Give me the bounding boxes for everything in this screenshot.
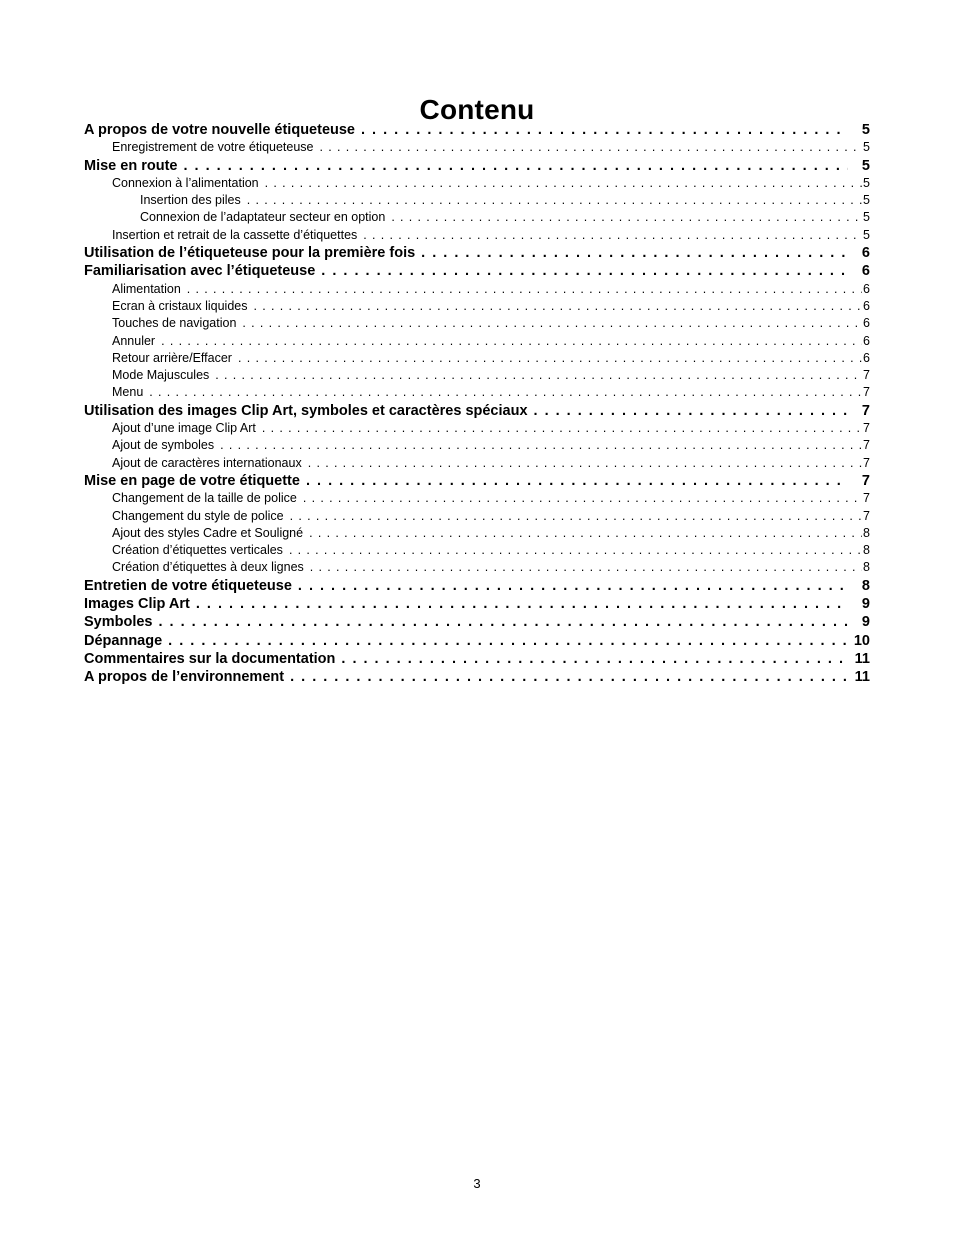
toc-section-entry bbox=[84, 632, 870, 650]
toc-subsection-entry bbox=[84, 559, 870, 576]
toc-entry-page-number: 7 bbox=[863, 368, 870, 383]
toc-entry-page-number: 6 bbox=[861, 263, 870, 280]
toc-entry-label: Insertion et retrait de la cassette d’étiquettes bbox=[112, 227, 358, 242]
toc-entry-label: Insertion des piles bbox=[140, 193, 241, 208]
toc-entry-label: Utilisation des images Clip Art, symboles et caractères spéciaux bbox=[84, 402, 528, 419]
toc-entry-label: Mise en route bbox=[84, 157, 178, 174]
dot-leader bbox=[220, 437, 862, 454]
toc-entry-page-number: 6 bbox=[863, 298, 870, 313]
toc-subsection-entry bbox=[84, 175, 870, 192]
dot-leader bbox=[421, 244, 848, 262]
dot-leader bbox=[247, 192, 862, 209]
toc-entry-label: Familiarisation avec l’étiqueteuse bbox=[84, 263, 316, 280]
toc-entry-page-number: 9 bbox=[861, 596, 870, 613]
dot-leader bbox=[303, 490, 862, 507]
dot-leader bbox=[306, 472, 848, 490]
toc-entry-page-number: 6 bbox=[863, 316, 870, 331]
toc-entry-label: Création d’étiquettes à deux lignes bbox=[112, 560, 304, 575]
toc-entry-label: Mode Majuscules bbox=[112, 368, 210, 383]
toc-entry-label: Changement de la taille de police bbox=[112, 491, 297, 506]
toc-entry-page-number: 5 bbox=[863, 193, 870, 208]
dot-leader bbox=[363, 227, 862, 244]
toc-section-entry bbox=[84, 244, 870, 262]
toc-entry-label: Entretien de votre étiqueteuse bbox=[84, 577, 292, 594]
dot-leader bbox=[196, 595, 848, 613]
dot-leader bbox=[265, 175, 862, 192]
toc-subsection-entry bbox=[84, 350, 870, 367]
toc-entry-label: Images Clip Art bbox=[84, 596, 190, 613]
toc-entry-label: Symboles bbox=[84, 614, 153, 631]
toc-entry-label: Alimentation bbox=[112, 281, 181, 296]
dot-leader bbox=[238, 350, 862, 367]
toc-entry-page-number: 5 bbox=[861, 122, 870, 138]
toc-section-entry bbox=[84, 157, 870, 175]
toc-entry-page-number: 7 bbox=[863, 385, 870, 400]
toc-section-entry bbox=[84, 402, 870, 420]
dot-leader bbox=[159, 613, 849, 631]
toc-subsection-entry bbox=[84, 420, 870, 437]
dot-leader bbox=[289, 542, 862, 559]
toc-entry-label: Commentaires sur la documentation bbox=[84, 650, 336, 667]
toc-subsection-entry bbox=[84, 525, 870, 542]
toc-entry-label: Ajout de caractères internationaux bbox=[112, 455, 302, 470]
toc-entry-page-number: 11 bbox=[854, 669, 870, 686]
dot-leader bbox=[341, 650, 848, 668]
toc-entry-page-number: 5 bbox=[863, 227, 870, 242]
toc-subsection-entry bbox=[84, 490, 870, 507]
toc-section-entry bbox=[84, 595, 870, 613]
toc-entry-label: Connexion de l’adaptateur secteur en option bbox=[140, 210, 386, 225]
toc-entry-label: Touches de navigation bbox=[112, 316, 237, 331]
toc-subsection-entry bbox=[84, 139, 870, 156]
page-number: 3 bbox=[473, 1176, 481, 1191]
toc-entry-page-number: 6 bbox=[863, 281, 870, 296]
toc-section-entry bbox=[84, 668, 870, 686]
dot-leader bbox=[290, 668, 848, 686]
toc-entry-label: Ajout des styles Cadre et Souligné bbox=[112, 525, 304, 540]
dot-leader bbox=[534, 402, 848, 420]
toc-subsection-entry bbox=[84, 315, 870, 332]
toc-subsection-entry bbox=[84, 227, 870, 244]
dot-leader bbox=[361, 121, 848, 139]
dot-leader bbox=[183, 157, 848, 175]
toc-entry-page-number: 5 bbox=[863, 210, 870, 225]
toc-entry-page-number: 8 bbox=[863, 525, 870, 540]
toc-entry-page-number: 8 bbox=[863, 543, 870, 558]
toc-section-entry bbox=[84, 121, 870, 139]
toc-entry-label: Annuler bbox=[112, 333, 156, 348]
dot-leader bbox=[215, 367, 862, 384]
toc-subsection-entry bbox=[84, 281, 870, 298]
toc-section-entry bbox=[84, 577, 870, 595]
toc-entry-page-number: 10 bbox=[853, 632, 870, 649]
toc-entry-label: Connexion à l’alimentation bbox=[112, 175, 259, 190]
toc-entry-page-number: 7 bbox=[863, 421, 870, 436]
dot-leader bbox=[161, 333, 862, 350]
toc-entry-label: Menu bbox=[112, 385, 144, 400]
dot-leader bbox=[168, 632, 848, 650]
dot-leader bbox=[262, 420, 862, 437]
toc-section-entry bbox=[84, 613, 870, 631]
toc-entry-label: Dépannage bbox=[84, 632, 163, 649]
toc-entry-page-number: 7 bbox=[863, 438, 870, 453]
toc-subsection-entry bbox=[84, 298, 870, 315]
toc-subsubsection-entry bbox=[84, 192, 870, 209]
toc-entry-page-number: 5 bbox=[863, 175, 870, 190]
toc-entry-page-number: 11 bbox=[854, 650, 870, 667]
dot-leader bbox=[320, 139, 862, 156]
toc-entry-page-number: 7 bbox=[863, 491, 870, 506]
toc-entry-label: Mise en page de votre étiquette bbox=[84, 472, 300, 489]
dot-leader bbox=[187, 281, 862, 298]
toc-entry-label: A propos de votre nouvelle étiqueteuse bbox=[84, 122, 355, 138]
toc-subsection-entry bbox=[84, 333, 870, 350]
dot-leader bbox=[391, 209, 862, 226]
toc-entry-label: Retour arrière/Effacer bbox=[112, 350, 232, 365]
dot-leader bbox=[149, 384, 862, 401]
dot-leader bbox=[308, 455, 862, 472]
dot-leader bbox=[242, 315, 862, 332]
toc-entry-label: Ajout de symboles bbox=[112, 438, 215, 453]
toc-entry-page-number: 9 bbox=[861, 614, 870, 631]
toc-entry-page-number: 7 bbox=[863, 508, 870, 523]
dot-leader bbox=[321, 262, 848, 280]
toc-entry-page-number: 6 bbox=[863, 350, 870, 365]
toc-entry-page-number: 7 bbox=[861, 402, 870, 419]
toc-entry-page-number: 6 bbox=[863, 333, 870, 348]
page-title: Contenu bbox=[419, 93, 535, 125]
dot-leader bbox=[290, 508, 862, 525]
dot-leader bbox=[310, 559, 862, 576]
toc-subsection-entry bbox=[84, 437, 870, 454]
toc-entry-page-number: 8 bbox=[861, 577, 870, 594]
dot-leader bbox=[253, 298, 862, 315]
table-of-contents bbox=[84, 121, 870, 687]
toc-entry-page-number: 5 bbox=[861, 157, 870, 174]
toc-subsubsection-entry bbox=[84, 209, 870, 226]
toc-subsection-entry bbox=[84, 508, 870, 525]
toc-entry-label: Changement du style de police bbox=[112, 508, 284, 523]
toc-entry-page-number: 7 bbox=[863, 455, 870, 470]
toc-entry-label: Ajout d’une image Clip Art bbox=[112, 421, 256, 436]
toc-entry-page-number: 5 bbox=[863, 140, 870, 155]
toc-entry-label: Création d’étiquettes verticales bbox=[112, 543, 283, 558]
toc-section-entry bbox=[84, 262, 870, 280]
toc-entry-page-number: 8 bbox=[863, 560, 870, 575]
dot-leader bbox=[309, 525, 862, 542]
toc-entry-page-number: 6 bbox=[861, 245, 870, 262]
toc-entry-page-number: 7 bbox=[861, 472, 870, 489]
toc-section-entry bbox=[84, 472, 870, 490]
toc-subsection-entry bbox=[84, 384, 870, 401]
toc-section-entry bbox=[84, 650, 870, 668]
toc-subsection-entry bbox=[84, 367, 870, 384]
toc-entry-label: Utilisation de l’étiqueteuse pour la première fois bbox=[84, 245, 416, 262]
toc-entry-label: Ecran à cristaux liquides bbox=[112, 298, 248, 313]
toc-entry-label: Enregistrement de votre étiqueteuse bbox=[112, 140, 314, 155]
dot-leader bbox=[298, 577, 848, 595]
toc-entry-label: A propos de l’environnement bbox=[84, 669, 285, 686]
toc-subsection-entry bbox=[84, 455, 870, 472]
toc-subsection-entry bbox=[84, 542, 870, 559]
